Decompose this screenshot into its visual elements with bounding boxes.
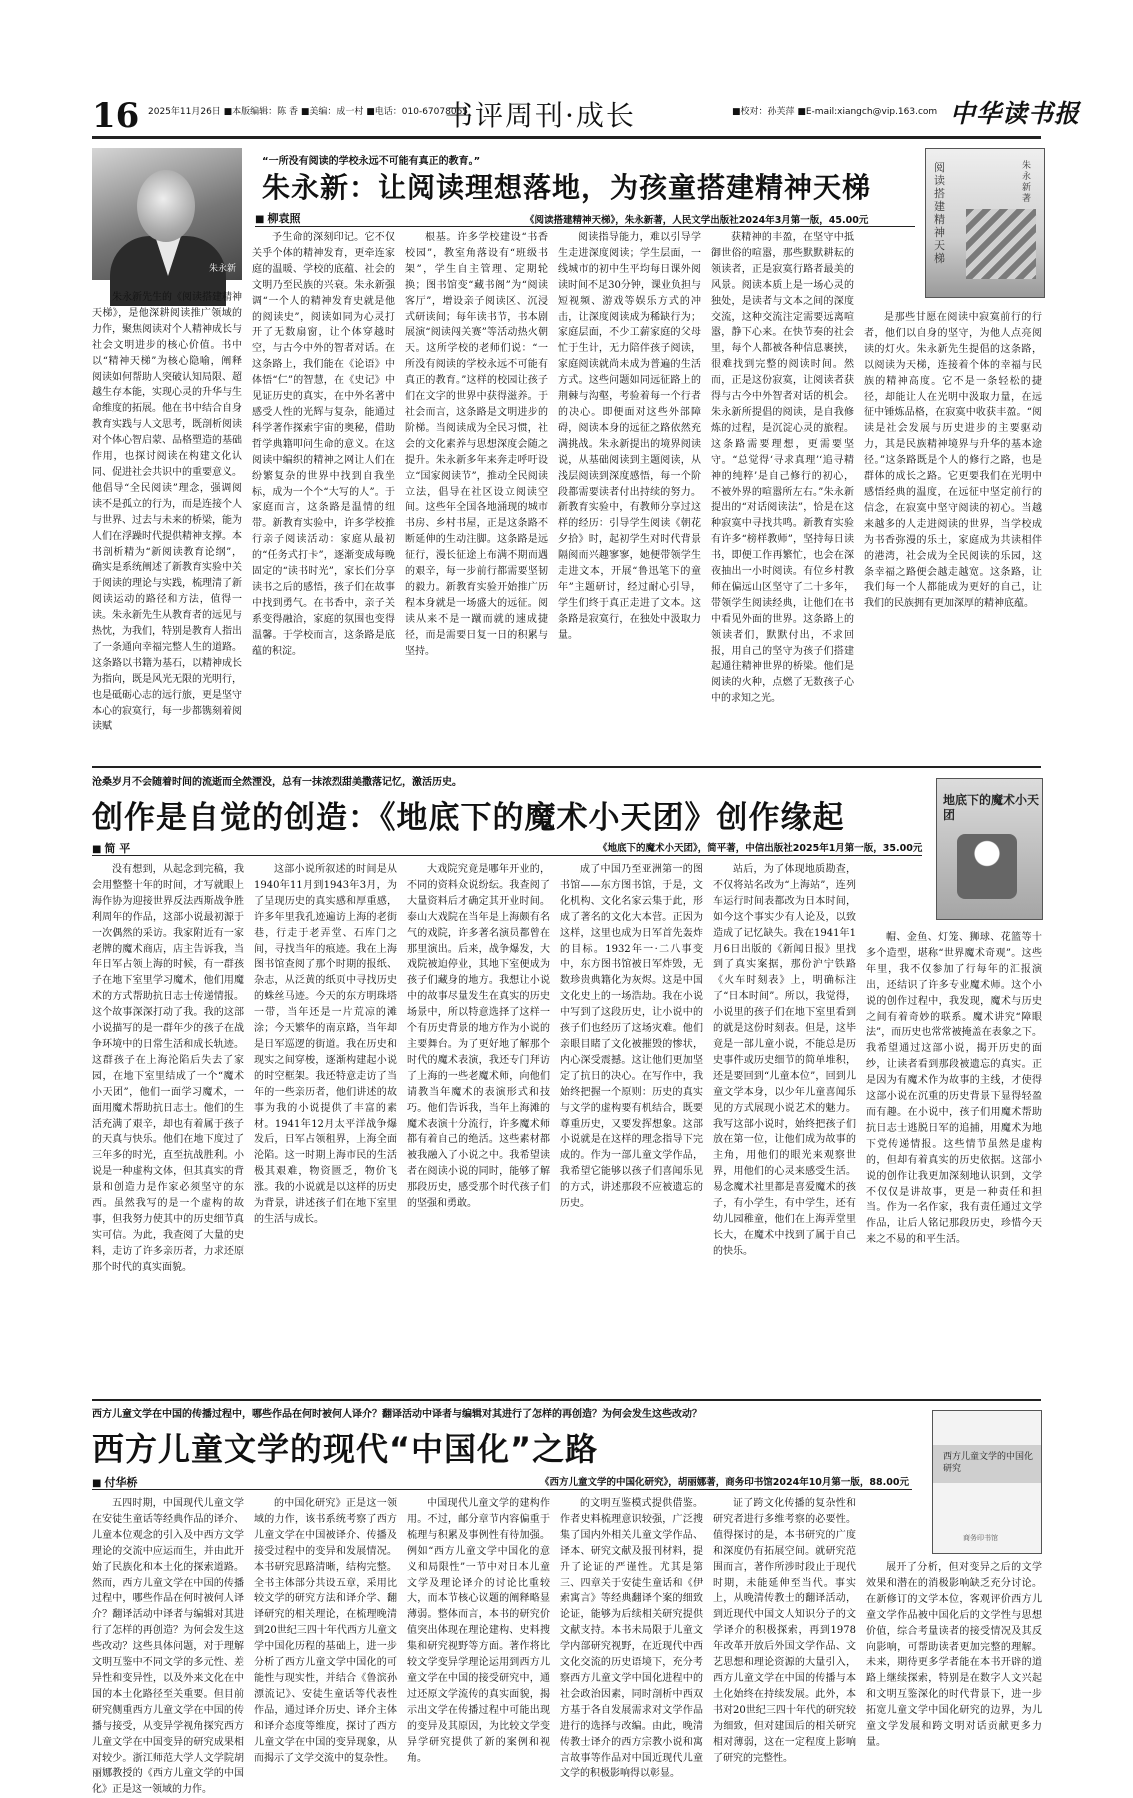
article3-col-2: 的中国化研究》正是这一领域的力作，该书系统考察了西方儿童文学在中国被译介、传播及接受过程中的变异和发展情况。本书研究思路清晰，结构完整。全书主体部分共设五章，采用比较文学的研究方法和译介学、翻译研究的相关理论，在梳理晚清到20世纪三四十年代西方儿童文学中国化历程的基础上，进一步分析了西方儿童文学中国化的可能性与现实性，并结合《鲁滨孙漂流记》、安徒生童话等代表性作品，通过译介历史、译介主体和译介态度等维度，探讨了西方儿童文学在中国的变异现象，从而揭示了文学交流中的复杂性。 [254, 1498, 397, 1764]
article3-col-4: 的文明互鉴模式提供借鉴。作者史料梳理意识较强，广泛搜集了国内外相关儿童文学作品、译本、研究文献及报刊材料，提升了论证的严谨性。尤其是第三、四章关于安徒生童话和《伊索寓言》等经典翻译个案的细致论证，能够为后续相关研究提供文献支持。本书未局限于儿童文学内部研究视野，在近现代中西文化交流的历史语境下，充分考察西方儿童文学中国化进程中的社会政治因素，同时剖析中西双方基于各自发展需求对文学作品进行的选择与改编。由此，晚清传教士译介的西方宗教小说和寓言故事等作品对中国近现代儿童文学的积极影响得以彰显。 [560, 1498, 703, 1780]
article2-kicker: 沧桑岁月不会随着时间的流逝而全然湮没，总有一抹浓烈甜美撒落记忆，激活历史。 [92, 777, 462, 788]
photo-head [137, 170, 195, 242]
book-cover-2-title: 地底下的魔术小天团 [943, 793, 1040, 822]
book-cover-2 [936, 778, 1043, 920]
article2-col-3: 大戏院究竟是哪年开业的，不同的资料众说纷纭。我查阅了大量资料后才确定其开业时间。泰山大戏院在当年是上海颇有名气的戏院，许多著名演员都曾在那里演出。后来，战争爆发，大戏院被迫停业，其地下室便成为孩子们藏身的地方。我想让小说中的故事尽量发生在真实的历史场景中，所以特意选择了这样一个有历史背景的地方作为小说的主要舞台。为了更好地了解那个时代的魔术表演，我还专门拜访了上海的一些老魔术师，向他们请教当年魔术的表演形式和技巧。他们告诉我，当年上海滩的魔术表演十分流行，许多魔术师都有着自己的绝活。这些素材都被我融入了小说之中。我希望读者在阅读小说的同时，能够了解那段历史，感受那个时代孩子们的坚强和勇敢。 [407, 864, 550, 1210]
masthead-meta-left: 2025年11月26日 ■本版编辑：陈 香 ■美编：成一村 ■电话：010-67078065 [148, 107, 468, 117]
book-cover-2-art [957, 834, 1017, 899]
article1-byline: ■ 柳袁照 [255, 210, 300, 226]
article3-col-5: 证了跨文化传播的复杂性和研究者进行多维考察的必要性。值得探讨的是，本书研究的广度和深度仍有拓展空间。就研究范围而言，著作所涉时段止于现代时期，未能延伸至当代。事实上，从晚清传教士的翻译活动，到近现代中国文人知识分子的文学译介的积极探索，再到1978年改革开放后外国文学作品、文艺思想和理论资源的大量引入，西方儿童文学在中国的传播与本土化始终在持续发展。此外，本书对20世纪三四十年代的研究较为细致，但对建国后的相关研究相对薄弱，这在一定程度上影响了研究的完整性。 [713, 1498, 856, 1764]
article1-col-5: 获精神的丰盈，在坚守中抵御世俗的喧嚣，那些默默耕耘的领读者，正是寂寞行路者最美的风景。阅读本质上是一场心灵的独处，是读者与文本之间的深度交流，这种交流注定需要远离喧嚣，静下心来。在快节奏的社会里，每个人都被各种信息裹挟，很难找到完整的阅读时间。然而，正是这份寂寞，让阅读者获得与古今中外智者对话的机会。朱永新所提倡的阅读，是自我修炼的过程，是沉淀心灵的旅程。这条路需要理想，更需要坚守。“总觉得‘寻求真理’‘追寻精神的纯粹’是自己修行的初心，不被外界的喧嚣所左右。”朱永新提出的“对话阅读法”，恰是在这种寂寞中寻找共鸣。新教育实验有许多“榜样教师”，坚持每日读书，即便工作再繁忙，也会在深夜抽出一小时阅读。有位乡村教师在偏远山区坚守了二十多年，带领学生阅读经典，让他们在书中看见外面的世界。这条路上的领读者们，默默付出，不求回报，用自己的坚守为孩子们搭建起通往精神世界的桥梁。他们是阅读的火种，点燃了无数孩子心中的求知之光。 [711, 232, 854, 705]
article1-book-info: 《阅读搭建精神天梯》，朱永新著，人民文学出版社2024年3月第一版，45.00元 [525, 215, 869, 226]
masthead-rule [92, 136, 1041, 139]
article2-headline: 创作是自觉的创造：《地底下的魔术小天团》创作缘起 [92, 800, 845, 836]
article1-kicker: “一所没有阅读的学校永远不可能有真正的教育。” [262, 156, 481, 167]
article3-col-6: 展开了分析，但对变异之后的文学效果和潜在的消极影响缺乏充分讨论。在新修订的文学本位，客观评价西方儿童文学作品被中国化后的文学性与思想价值，综合考量读者的接受情况及其反向影响，可帮助读者更加完整的理解。未来，期待更多学者能在本书开辟的道路上继续探索，特别是在数字人文兴起和文明互鉴深化的时代背景下，进一步拓宽儿童文学中国化研究的边界，为儿童文学发展和跨文明对话贡献更多力量。 [866, 1562, 1042, 1748]
book-cover-1 [925, 148, 1045, 298]
article1-col-4: 阅读指导能力，难以引导学生走进深度阅读；学生层面，一线城市的初中生平均每日课外阅读时间不足30分钟，课业负担与短视频、游戏等娱乐方式的冲击，让深度阅读成为稀缺行为；家庭层面，不少工薪家庭的父母忙于生计，无力陪伴孩子阅读，家庭阅读就尚未成为普遍的生活方式。这些问题如同远征路上的荆棘与沟壑，考验着每一个行者的决心。即便面对这些外部障碍，阅读本身的远征之路依然充满挑战。朱永新提出的境界阅读说，从基础阅读到主题阅读，从浅层阅读到深度感悟，每一个阶段都需要读者付出持续的努力。新教育实验中，有教师分享过这样的经历：引导学生阅读《朝花夕拾》时，起初学生对时代背景隔阂而兴趣寥寥，她便带领学生走进文本，开展“鲁迅笔下的童年”主题研讨，经过耐心引导，学生们终于真正走进了文本。这条路是寂寞行，在独处中汲取力量。 [558, 232, 701, 641]
article3-col-1: 五四时期，中国现代儿童文学在安徒生童话等经典作品的译介、儿童本位观念的引入及中西方文学理论的交流中应运而生，并由此开始了民族化和本土化的探索道路。然而，西方儿童文学在中国的传播过程中，哪些作品在何时被何人译介？翻译活动中译者与编辑对其进行了怎样的再创造？为何会发生这些改动？这些具体问题，对于理解文明互鉴中不同文学的多元性、差异性和变异性，以及外来文化在中国的本土化路径至关重要。但目前研究侧重西方儿童文学在中国的传播与接受，从变异学视角探究西方儿童文学在中国变异的研究成果相对较少。浙江师范大学人文学院胡丽娜教授的《西方儿童文学的中国化》正是这一领域的力作。 [92, 1498, 244, 1796]
book-cover-1-art [966, 209, 1036, 279]
article3-headline: 西方儿童文学的现代“中国化”之路 [92, 1430, 599, 1468]
article3-kicker: 西方儿童文学在中国的传播过程中，哪些作品在何时被何人译介？翻译活动中译者与编辑对其进行了怎样的再创造？为何会发生这些改动？ [92, 1409, 702, 1420]
article3-book-info: 《西方儿童文学的中国化研究》，胡丽娜著，商务印书馆2024年10月第一版，88.00元 [540, 1477, 909, 1488]
article2-col-6: 帽、金鱼、灯笼、狮球、花篮等十多个造型，堪称“世界魔术奇观”。这些年里，我不仅参加了行每年的汇报演出，还结识了许多专业魔术师。这个小说的创作过程中，我发现，魔术与历史之间有着奇妙的联系。魔术讲究“障眼法”，而历史也常常被掩盖在表象之下。我希望通过这部小说，揭开历史的面纱，让读者看到那段被遗忘的真实。正是因为有魔术作为故事的主线，才使得这部小说在沉重的历史背景下显得轻盈而有趣。在小说中，孩子们用魔术帮助抗日志士逃脱日军的追捕，用魔术为地下党传递情报。这些情节虽然是虚构的，但却有着真实的历史依据。这部小说的创作让我更加深刻地认识到，文学不仅仅是讲故事，更是一种责任和担当。作为一名作家，我有责任通过文学作品，让后人铭记那段历史，珍惜今天来之不易的和平生活。 [866, 932, 1042, 1246]
article2-byline: ■ 简 平 [92, 840, 130, 856]
book-cover-3 [932, 1410, 1042, 1554]
book-cover-1-title: 阅读搭建精神天梯 [934, 161, 945, 265]
author-photo [92, 148, 242, 280]
article2-col-2: 这部小说所叙述的时间是从1940年11月到1943年3月，为了呈现历史的真实感和厚重感，许多年里我孔迹遍访上海的老街巷，行走于老弄堂、石库门之间，寻找当年的痕迹。我在上海图书馆查阅了那个时期的报纸、杂志，从泛黄的纸页中寻找历史的蛛丝马迹。今天的东方明珠塔一带，当年还是一片荒凉的滩涂；今天繁华的南京路，当年却是日军巡逻的街道。我在历史和现实之间穿梭，逐渐构建起小说的时空框架。我还特意走访了当年的一些亲历者，他们讲述的故事为我的小说提供了丰富的素材。1941年12月太平洋战争爆发后，日军占领租界，上海全面沦陷。这一时期上海市民的生活极其艰难，物资匮乏，物价飞涨。我的小说就是以这样的历史为背景，讲述孩子们在地下室里的生活与成长。 [254, 864, 397, 1225]
article2-col-4: 成了中国乃至亚洲第一的图书馆——东方图书馆，于是，文化机构、文化名家云集于此，形成了著名的文化大本营。正因为这样，这里也成为日军首先轰炸的目标。1932年一·二八事变中，东方图书馆被日军炸毁，无数珍贵典籍化为灰烬。这是中国文化史上的一场浩劫。我在小说中写到了这段历史，让小说中的孩子们也经历了这场灾难。他们亲眼目睹了文化被摧毁的惨状，内心深受震撼。这让他们更加坚定了抗日的决心。在写作中，我始终把握一个原则：历史的真实与文学的虚构要有机结合，既要尊重历史，又要发挥想象。这部小说就是在这样的理念指导下完成的。作为一部儿童文学作品，我希望它能够以孩子们喜闻乐见的方式，讲述那段不应被遗忘的历史。 [560, 864, 703, 1210]
paper-logo: 中华读书报 [950, 99, 1081, 128]
article2-col-1: 没有想到，从起念到完稿，我会用整整十年的时间，才写就眼上海作协为迎接世界反法西斯战争胜利周年的作品，这部小说最初源于一次偶然的采访。我家附近有一家老牌的魔术商店，店主告诉我，当年日军占领上海的时候，有一群孩子在地下室里学习魔术，他们用魔术的方式帮助抗日志士传递情报。这个故事深深打动了我。我的这部小说描写的是一群年少的孩子在战争环境中的日常生活和成长轨迹。这群孩子在上海沦陷后失去了家园，在地下室里结成了一个“魔术小天团”，他们一面学习魔术，一面用魔术帮助抗日志士。他们的生活充满了艰辛，却也有着属于孩子的天真与快乐。他们在地下度过了三年多的时光，直至抗战胜利。小说是一种虚构文体，但其真实的背景和创造力是作家必须坚守的东西。虽然我写的是一个虚构的故事，但我努力使其中的历史细节真实可信。为此，我查阅了大量的史料，走访了许多亲历者，力求还原那个时代的真实面貌。 [92, 864, 244, 1273]
article1-col-1: 朱永新先生的《阅读搭建精神天梯》，是他深耕阅读推广领域的力作，聚焦阅读对个人精神成长与社会文明进步的核心价值。书中以“精神天梯”为核心隐喻，阐释阅读如何帮助人突破认知局限、超越生存本能，实现心灵的升华与生命维度的拓展。他在书中结合自身教育实践与人文思考，既剖析阅读对个体心智启蒙、品格塑造的基础作用，也探讨阅读在构建文化认同、促进社会共识中的重要意义。他倡导“全民阅读”理念，强调阅读不是孤立的行为，而是连接个人与世界、过去与未来的桥梁，能为人们在浮躁时代提供精神支撑。本书剖析精为“新阅读教育论纲”，确实是系统阐述了新教育实验中关于阅读的理论与实践，梳理清了新阅读运动的路径和方法，值得一读。朱永新先生从教育者的远见与热忱，为我们，特别是教育人指出了一条通向幸福完整人生的道路。这条路以书籍为基石，以精神成长为指向，既是风光无限的光明行，也是砥砺心志的远行旅，更是坚守本心的寂寞行，每一步都镌刻着阅读赋 [92, 292, 242, 733]
book-cover-1-author: 朱永新著 [1022, 161, 1032, 204]
article2-rule [92, 855, 922, 856]
section-divider-2 [92, 1399, 1041, 1401]
article1-headline: 朱永新：让阅读理想落地，为孩童搭建精神天梯 [262, 171, 872, 204]
section-divider-1 [92, 766, 1041, 768]
masthead-meta-right: ■校对：孙芙萍 ■E-mail:xiangch@vip.163.com [732, 107, 938, 117]
page-number: 16 [92, 96, 140, 136]
article2-col-5: 站后，为了体现地质勘查，不仅将站名改为“上海站”，连列车运行时间表都改为日本时间，如今这个事实少有人论及，以致造成了记忆缺失。我在1941年1月6日出版的《新闻日报》里找到了真实案据，那份沪宁铁路《火车时刻表》上，明确标注了“日本时间”。所以，我觉得，小说里的孩子们在地下室里看到的就是这份时刻表。但是，这毕竟是一部儿童小说，不能总是历史事件或历史细节的简单堆积，还是要回到“儿童本位”，回到儿童文学本身，以少年儿童喜闻乐见的方式展现小说艺术的魅力。我写这部小说时，始终把孩子们放在第一位，让他们成为故事的主角，用他们的眼光来观察世界，用他们的心灵来感受生活。易念魔术社里都是喜爱魔术的孩子，有小学生，有中学生，还有幼儿园稚童，他们在上海弄堂里长大，在魔术中找到了属于自己的快乐。 [713, 864, 856, 1257]
book-cover-3-title: 西方儿童文学的中国化研究 [943, 1452, 1034, 1474]
article3-col-3: 中国现代儿童文学的建构作用。不过，邮分章节内容偏重于梳理与积累及事例性有待加强。例如“西方儿童文学中国化的意义和局限性”一节中对日本儿童文学及理论译介的讨论比重较大，而本节核心议题的阐释略显薄弱。整体而言，本书的研究价值突出体现在理论建构、史料搜集和研究视野等方面。著作将比较文学变异学理论运用到西方儿童文学在中国的接受研究中，通过还原文学流传的真实面貌，揭示出文学在传播过程中可能出现的变异及其原因，为比较文学变异学研究提供了新的案例和视角。 [407, 1498, 550, 1764]
article1-rule [255, 226, 915, 227]
article2-book-info: 《地底下的魔术小天团》，简平著，中信出版社2025年1月第一版，35.00元 [598, 843, 923, 854]
photo-caption: 朱永新 [208, 264, 236, 274]
section-title: 书评周刊·成长 [445, 99, 636, 132]
article3-rule [92, 1489, 912, 1490]
article1-col-6: 是那些甘愿在阅读中寂寞前行的行者，他们以自身的坚守，为他人点亮阅读的灯火。朱永新先生提倡的这条路，以阅读为天梯，连接着个体的幸福与民族的精神高度。它不是一条轻松的捷径，却能让人在光明中汲取力量，在远征中锤炼品格，在寂寞中收获丰盈。“阅读是社会发展与历史进步的主要驱动力，其是民族精神境界与升华的基本途径。”这条路既是个人的修行之路，也是群体的成长之路。它更要我们在光明中感悟经典的温度，在远征中坚定前行的信念，在寂寞中坚守阅读的初心。当越来越多的人走进阅读的世界，当学校成为书香弥漫的乐土，家庭成为共读相伴的港湾，社会成为全民阅读的乐园，这条幸福之路便会越走越宽。这条路，让我们每一个人都能成为更好的自己，让我们的民族拥有更加深厚的精神底蕴。 [864, 312, 1042, 610]
article1-col-2: 予生命的深刻印记。它不仅关乎个体的精神发育，更牵连家庭的温暖、学校的底蕴、社会的文明乃至民族的兴衰。朱永新强调“一个人的精神发育史就是他的阅读史”，阅读如同为心灵打开了无数扇窗，让个体穿越时空，与古今中外的智者对话。在这条路上，我们能在《论语》中体悟“仁”的智慧，在《史记》中见证历史的真实，在中外名著中感受人性的光辉与复杂，能通过科学著作探索宇宙的奥秘，借助哲学典籍叩问生命的意义。在这阅读中编织的精神之网让人们在纷繁复杂的世界中找到自我坐标，成为一个个“大写的人”。于家庭而言，这条路是温情的纽带。新教育实验中，许多学校推行亲子阅读活动：家庭从最初的“任务式打卡”，逐渐变成每晚固定的“读书时光”，家长们分享读书之后的感悟，孩子们在故事中找到勇气。在书香中，亲子关系变得融洽，家庭的氛围也变得温馨。于学校而言，这条路是底蕴的积淀。 [252, 232, 395, 657]
article1-col-3: 根基。许多学校建设“书香校园”，教室角落设有“班级书架”，学生自主管理、定期轮换；图书馆变“藏书阁”为“阅读客厅”，增设亲子阅读区、沉浸式研读间；每年读书节，书本剧展演“阅读闯关赛”等活动热火朝天。这所学校的老师们说：“一所没有阅读的学校永远不可能有真正的教育。”这样的校园让孩子们在文字的世界中获得滋养。于社会而言，这条路是文明进步的阶梯。当阅读成为全民习惯，社会的文化素养与思想深度会随之提升。朱永新多年来奔走呼吁设立“国家阅读节”，推动全民阅读立法，倡导在社区设立阅读空间。这些年全国各地涌现的城市书房、乡村书屋，正是这条路不断延伸的生动注脚。这条路是远征行，漫长征途上布满不期而遇的艰辛，每一步前行都需要坚韧的毅力。新教育实验开始推广历程本身就是一场盛大的远征。阅读从来不是一蹴而就的速成捷径，而是需要日复一日的积累与坚持。 [405, 232, 548, 657]
article3-byline: ■ 付华桥 [92, 1474, 137, 1490]
book-cover-3-publisher: 商务印书馆 [963, 1534, 998, 1542]
